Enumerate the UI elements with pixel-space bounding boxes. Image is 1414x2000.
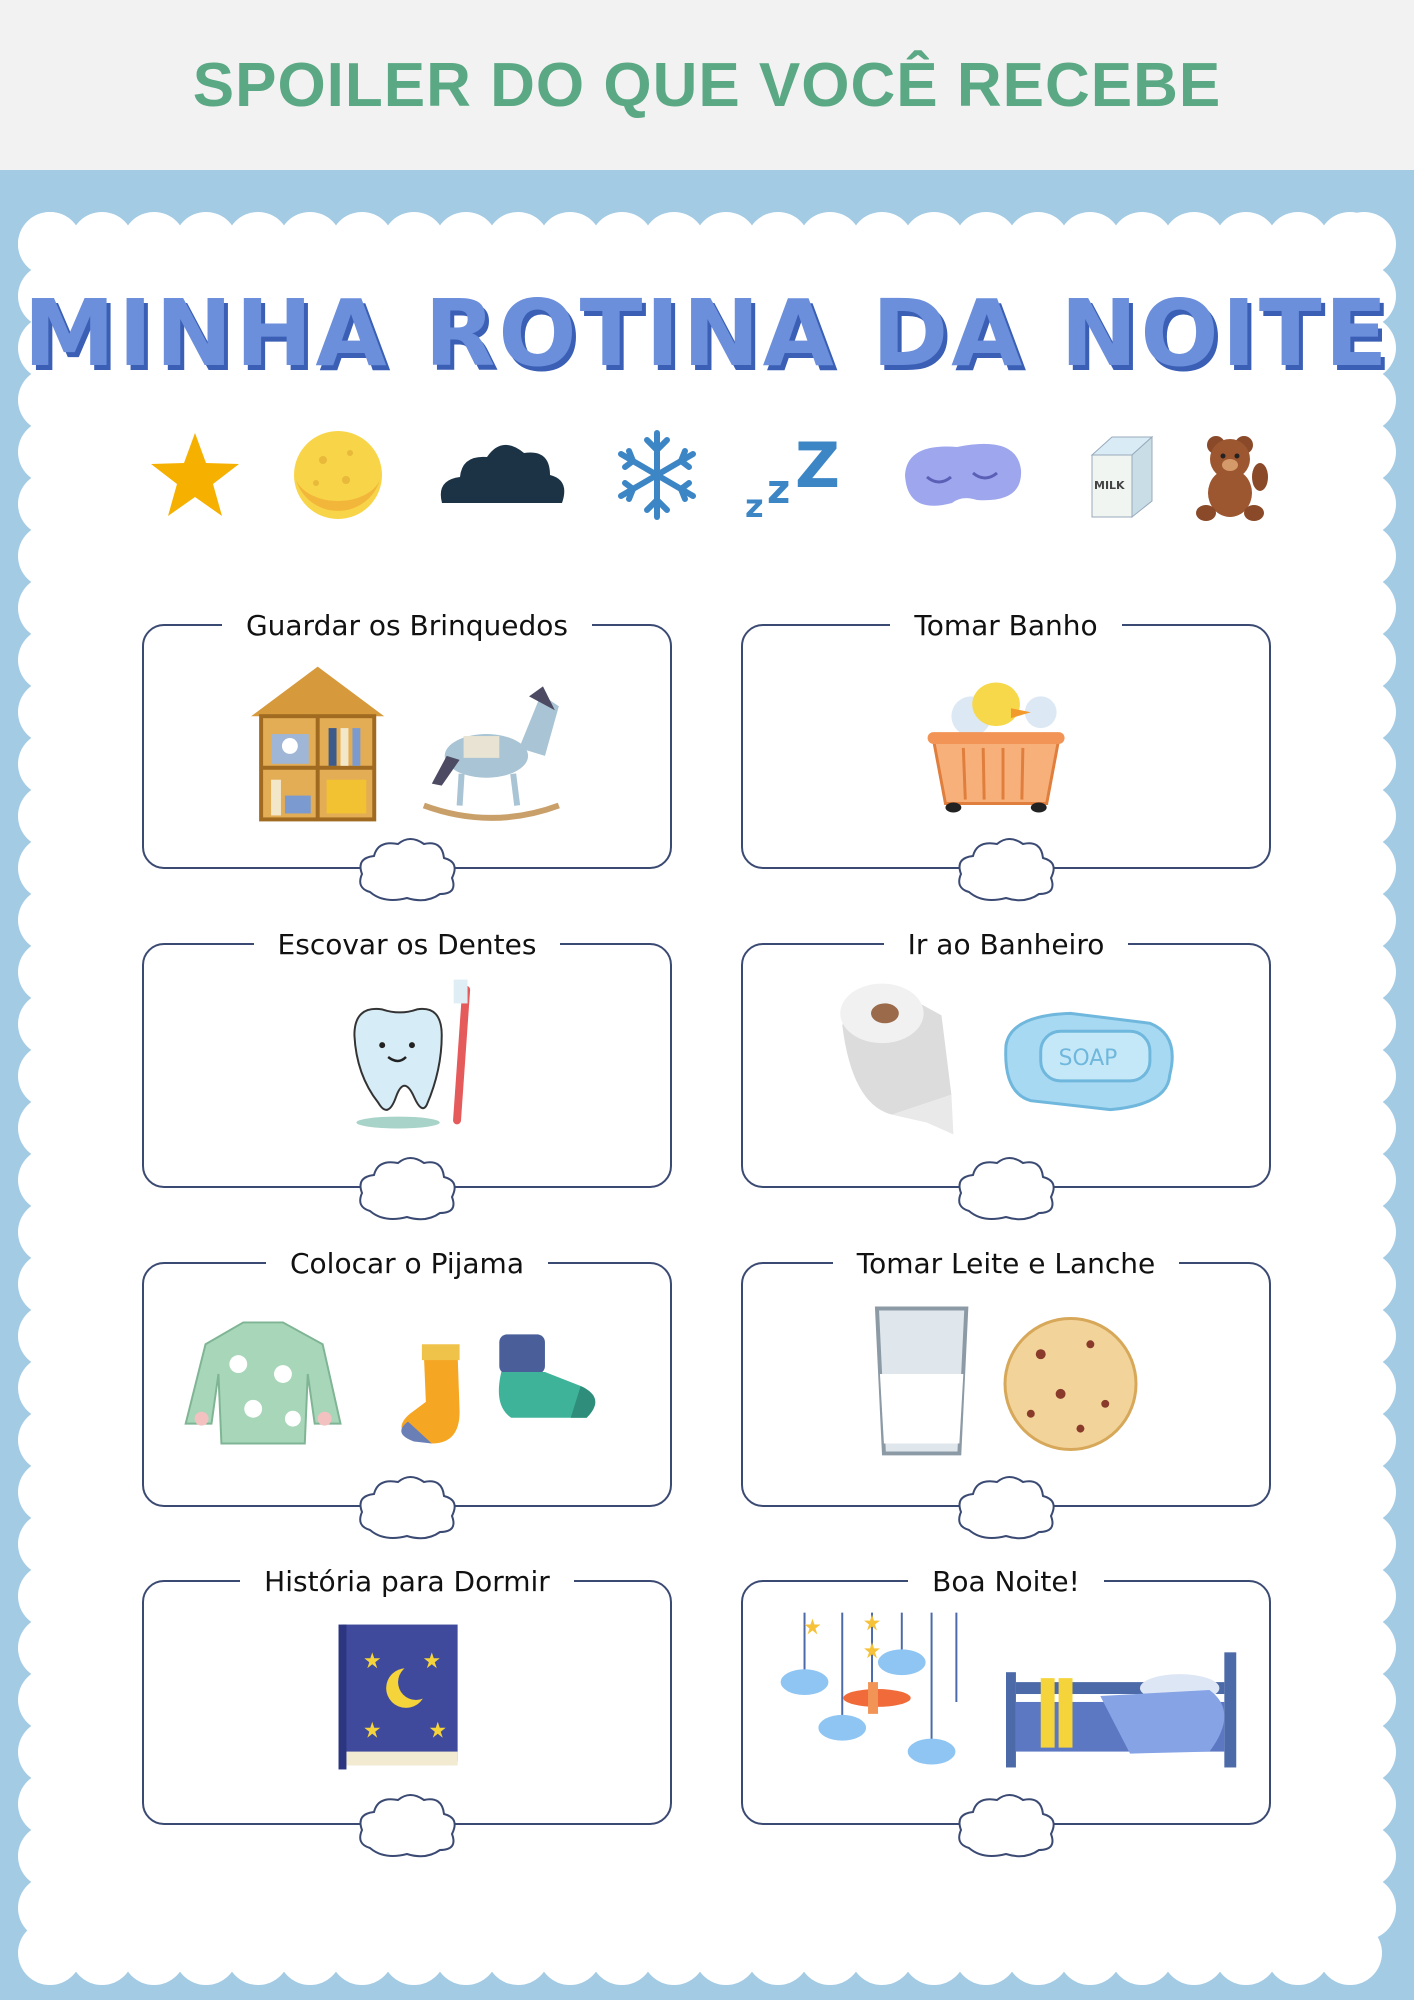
task-title: Tomar Leite e Lanche [833,1244,1180,1284]
orange-sock-icon [401,1344,459,1443]
task-card [142,928,672,1188]
soap-icon [1006,1013,1173,1109]
soap-label: SOAP [1058,1045,1118,1071]
task-card [741,928,1271,1188]
milk-glass-icon [877,1309,966,1454]
pajama-shirt-icon [186,1322,341,1443]
poster [0,170,1414,2000]
task-title: Colocar o Pijama [266,1244,548,1284]
checkbox-cloud[interactable] [352,1788,462,1863]
checkbox-cloud[interactable] [951,1788,1061,1863]
bed-icon [1006,1652,1236,1767]
task-art [144,975,670,1145]
task-art [743,1612,1269,1782]
checkbox-cloud[interactable] [951,1470,1061,1545]
task-art [144,1294,670,1464]
baby-mobile-icon [781,1613,957,1765]
moon-icon [288,425,388,525]
milk-label: MILK [1094,479,1125,492]
task-art [144,656,670,826]
green-sock-icon [499,1334,595,1417]
task-title: Boa Noite! [908,1562,1104,1602]
checkbox-cloud[interactable] [352,832,462,907]
teddy-bear-icon [1180,425,1280,525]
task-art [743,656,1269,826]
task-card [741,1247,1271,1507]
sleep-mask-icon [897,425,1027,525]
task-card [741,609,1271,869]
task-card [142,609,672,869]
checkbox-cloud[interactable] [951,1151,1061,1226]
task-title: Ir ao Banheiro [884,925,1129,965]
toilet-paper-icon [840,984,953,1135]
task-title: Guardar os Brinquedos [222,606,592,646]
task-art [743,1294,1269,1464]
task-title: Escovar os Dentes [254,925,561,965]
task-title: Tomar Banho [890,606,1121,646]
checkbox-cloud[interactable] [352,1151,462,1226]
svg-text:z: z [767,467,791,513]
task-card [741,1565,1271,1825]
milk-carton-icon [1072,425,1172,525]
zzz-icon [743,425,843,525]
banner-title: SPOILER DO QUE VOCÊ RECEBE [192,50,1222,120]
rocking-horse-icon [424,686,559,818]
task-art [144,1612,670,1782]
tooth-toothbrush-icon [354,980,470,1129]
svg-text:Z: Z [795,429,840,502]
cookie-icon [1005,1318,1136,1449]
checkbox-cloud[interactable] [951,832,1061,907]
storybook-icon [339,1625,458,1770]
star-icon [145,425,245,525]
task-title: História para Dormir [240,1562,574,1602]
checkbox-cloud[interactable] [352,1470,462,1545]
toy-shelf-icon [251,667,384,820]
bathtub-duck-icon [928,682,1065,812]
task-card [142,1565,672,1825]
task-card [142,1247,672,1507]
svg-text:z: z [745,487,764,525]
dark-cloud-icon [432,425,572,525]
task-art [743,975,1269,1145]
banner [0,0,1414,170]
poster-title: MINHA ROTINA DA NOITE [23,280,1391,387]
snowflake-icon [607,425,707,525]
